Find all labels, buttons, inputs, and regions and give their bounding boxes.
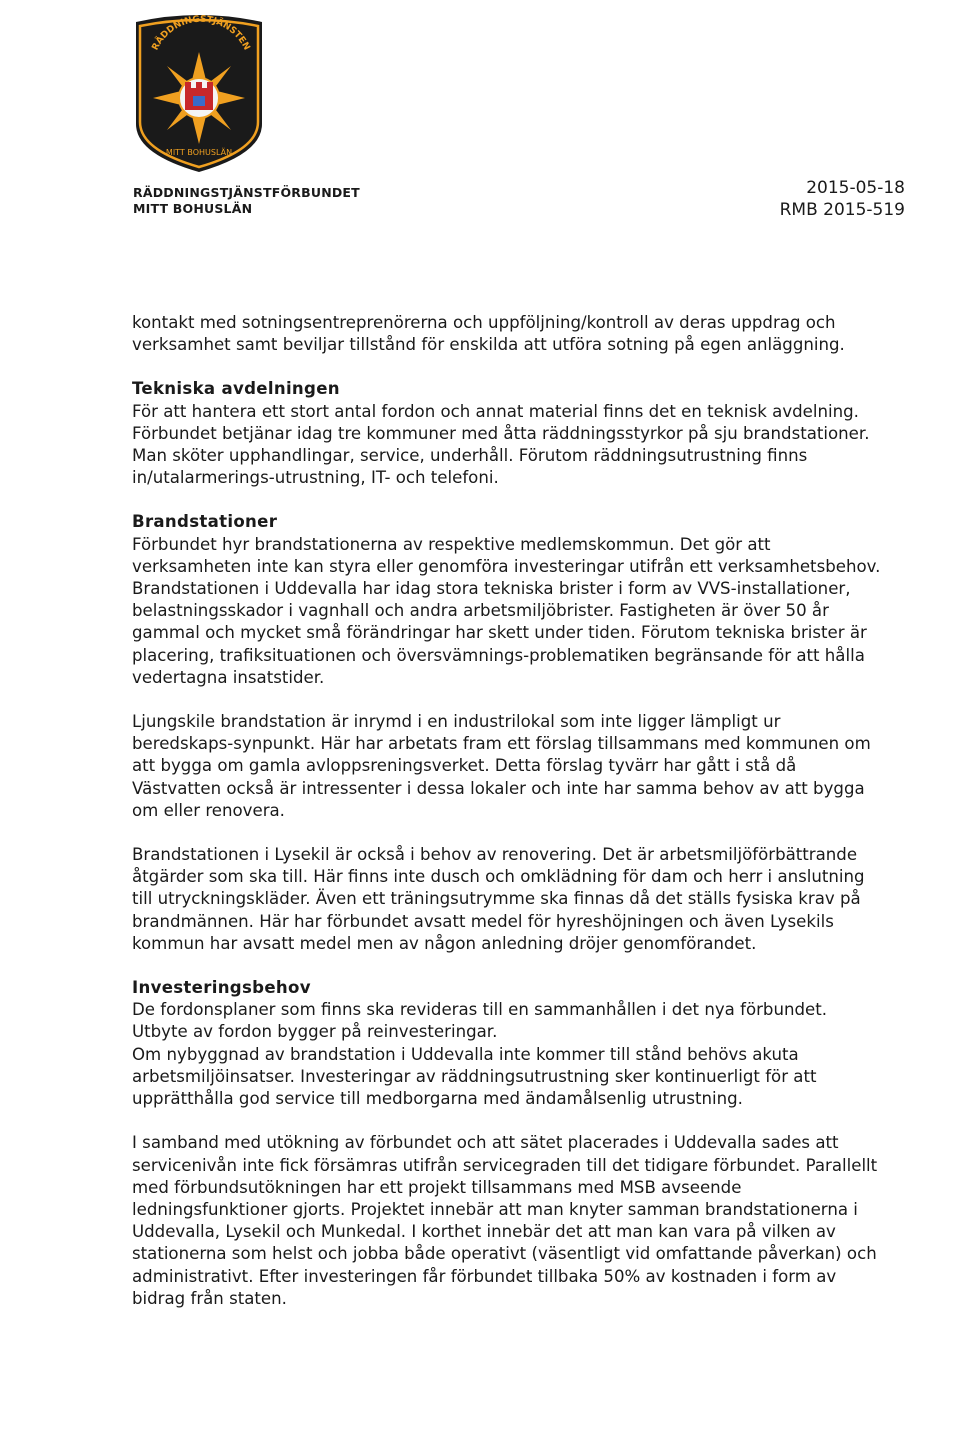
org-line-2: MITT BOHUSLÄN (133, 201, 253, 216)
body-text-line: servicenivån inte fick försämras utifrån servicegraden till det tidigare förbundet. Parallellt (132, 1155, 878, 1175)
shield-emblem-icon (130, 14, 268, 176)
body-text-line: in/utalarmerings-utrustning, IT- och telefoni. (132, 468, 499, 488)
body-text-line: Västvatten också är intressenter i dessa lokaler och inte har samma behov av att bygga (132, 778, 865, 798)
org-line-1: RÄDDNINGSTJÄNSTFÖRBUNDET (133, 185, 360, 200)
body-text-line: I samband med utökning av förbundet och att sätet placerades i Uddevalla sades att (132, 1133, 839, 1153)
section (132, 511, 958, 689)
body-text-line: att bygga om gamla avloppsreningsverket. Detta förslag tyvärr har gått i stå då (132, 756, 797, 776)
logo-bottom-text: MITT BOHUSLÄN (165, 148, 233, 157)
organization-name (133, 185, 360, 217)
document-date: 2015-05-18 (806, 178, 905, 198)
body-text-line: upprätthålla god service till medborgarna med ändamålsenlig utrustning. (132, 1089, 743, 1109)
section (132, 711, 958, 822)
body-text-line: Förbundet hyr brandstationerna av respektive medlemskommun. Det gör att (132, 534, 771, 554)
body-text-line: ledningsfunktioner gjorts. Projektet innebär att man knyter samman brandstationerna i (132, 1199, 858, 1219)
body-text-line: Förbundet betjänar idag tre kommuner med åtta räddningsstyrkor på sju brandstationer. (132, 423, 870, 443)
body-text-line: Om nybyggnad av brandstation i Uddevalla inte kommer till stånd behövs akuta (132, 1044, 799, 1064)
body-text-line: Brandstationen i Lysekil är också i behov av renovering. Det är arbetsmiljöförbättrande (132, 845, 858, 865)
document-reference: RMB 2015-519 (779, 200, 905, 220)
document-meta (780, 177, 905, 221)
body-text-line: kommun har avsatt medel men av någon anledning dröjer genomförandet. (132, 933, 757, 953)
fire-service-logo (130, 14, 268, 176)
body-text-line: Brandstationen i Uddevalla har idag stora tekniska brister i form av VVS-installationer, (132, 579, 851, 599)
body-text-line: De fordonsplaner som finns ska revideras till en sammanhållen i det nya förbundet. (132, 1000, 828, 1020)
section-heading: Brandstationer (132, 512, 278, 532)
body-text-line: placering, trafiksituationen och översvämnings-problematiken begränsande för att hålla (132, 645, 865, 665)
body-text-line: bidrag från staten. (132, 1288, 287, 1308)
body-text-line: Ljungskile brandstation är inrymd i en industrilokal som inte ligger lämpligt ur (132, 712, 781, 732)
section-heading: Tekniska avdelningen (132, 379, 340, 399)
body-text-line: gammal och mycket små förändringar har skett under tiden. Förutom tekniska brister är (132, 623, 867, 643)
document-body (132, 312, 958, 1332)
section (132, 977, 958, 1110)
body-text-line: belastningsskador i vagnhall och andra arbetsmiljöbrister. Fastigheten är över 50 år (132, 601, 829, 621)
body-text-line: stationerna som helst och jobba både operativt (väsentligt vid omfattande påverkan) och (132, 1244, 877, 1264)
body-text-line: om eller renovera. (132, 800, 285, 820)
body-text-line: Man sköter upphandlingar, service, underhåll. Förutom räddningsutrustning finns (132, 446, 808, 466)
section (132, 1132, 958, 1310)
body-text-line: beredskaps-synpunkt. Här har arbetats fram ett förslag tillsammans med kommunen om (132, 734, 871, 754)
body-text-line: arbetsmiljöinsatser. Investeringar av räddningsutrustning sker kontinuerligt för att (132, 1066, 817, 1086)
section-heading: Investeringsbehov (132, 978, 311, 998)
body-text-line: Utbyte av fordon bygger på reinvesteringar. (132, 1022, 498, 1042)
section (132, 378, 958, 489)
section (132, 844, 958, 955)
body-text-line: administrativt. Efter investeringen får förbundet tillbaka 50% av kostnaden i form av (132, 1266, 837, 1286)
body-text-line: Uddevalla, Lysekil och Munkedal. I korthet innebär det att man kan vara på vilken av (132, 1222, 836, 1242)
body-text-line: För att hantera ett stort antal fordon och annat material finns det en teknisk avdelning. (132, 401, 859, 421)
body-text-line: till utryckningskläder. Även ett träningsutrymme ska finnas då det ställs fysiska krav på (132, 889, 861, 909)
body-text-line: åtgärder som ska till. Här finns inte dusch och omklädning för dam och herr i anslutning (132, 867, 865, 887)
body-text-line: brandmännen. Här har förbundet avsatt medel för hyreshöjningen och även Lysekils (132, 911, 834, 931)
logo-top-text: RÄDDNINGSTJÄNSTEN (150, 14, 252, 53)
body-text-line: vedertagna insatstider. (132, 667, 325, 687)
body-text-line: verksamhet samt beviljar tillstånd för enskilda att utföra sotning på egen anläggning. (132, 335, 845, 355)
body-text-line: med förbundsutökningen har ett projekt tillsammans med MSB avseende (132, 1177, 742, 1197)
section (132, 312, 958, 356)
body-text-line: kontakt med sotningsentreprenörerna och uppföljning/kontroll av deras uppdrag och (132, 313, 836, 332)
body-text-line: verksamheten inte kan styra eller genomföra investeringar utifrån ett verksamhetsbehov. (132, 556, 881, 576)
